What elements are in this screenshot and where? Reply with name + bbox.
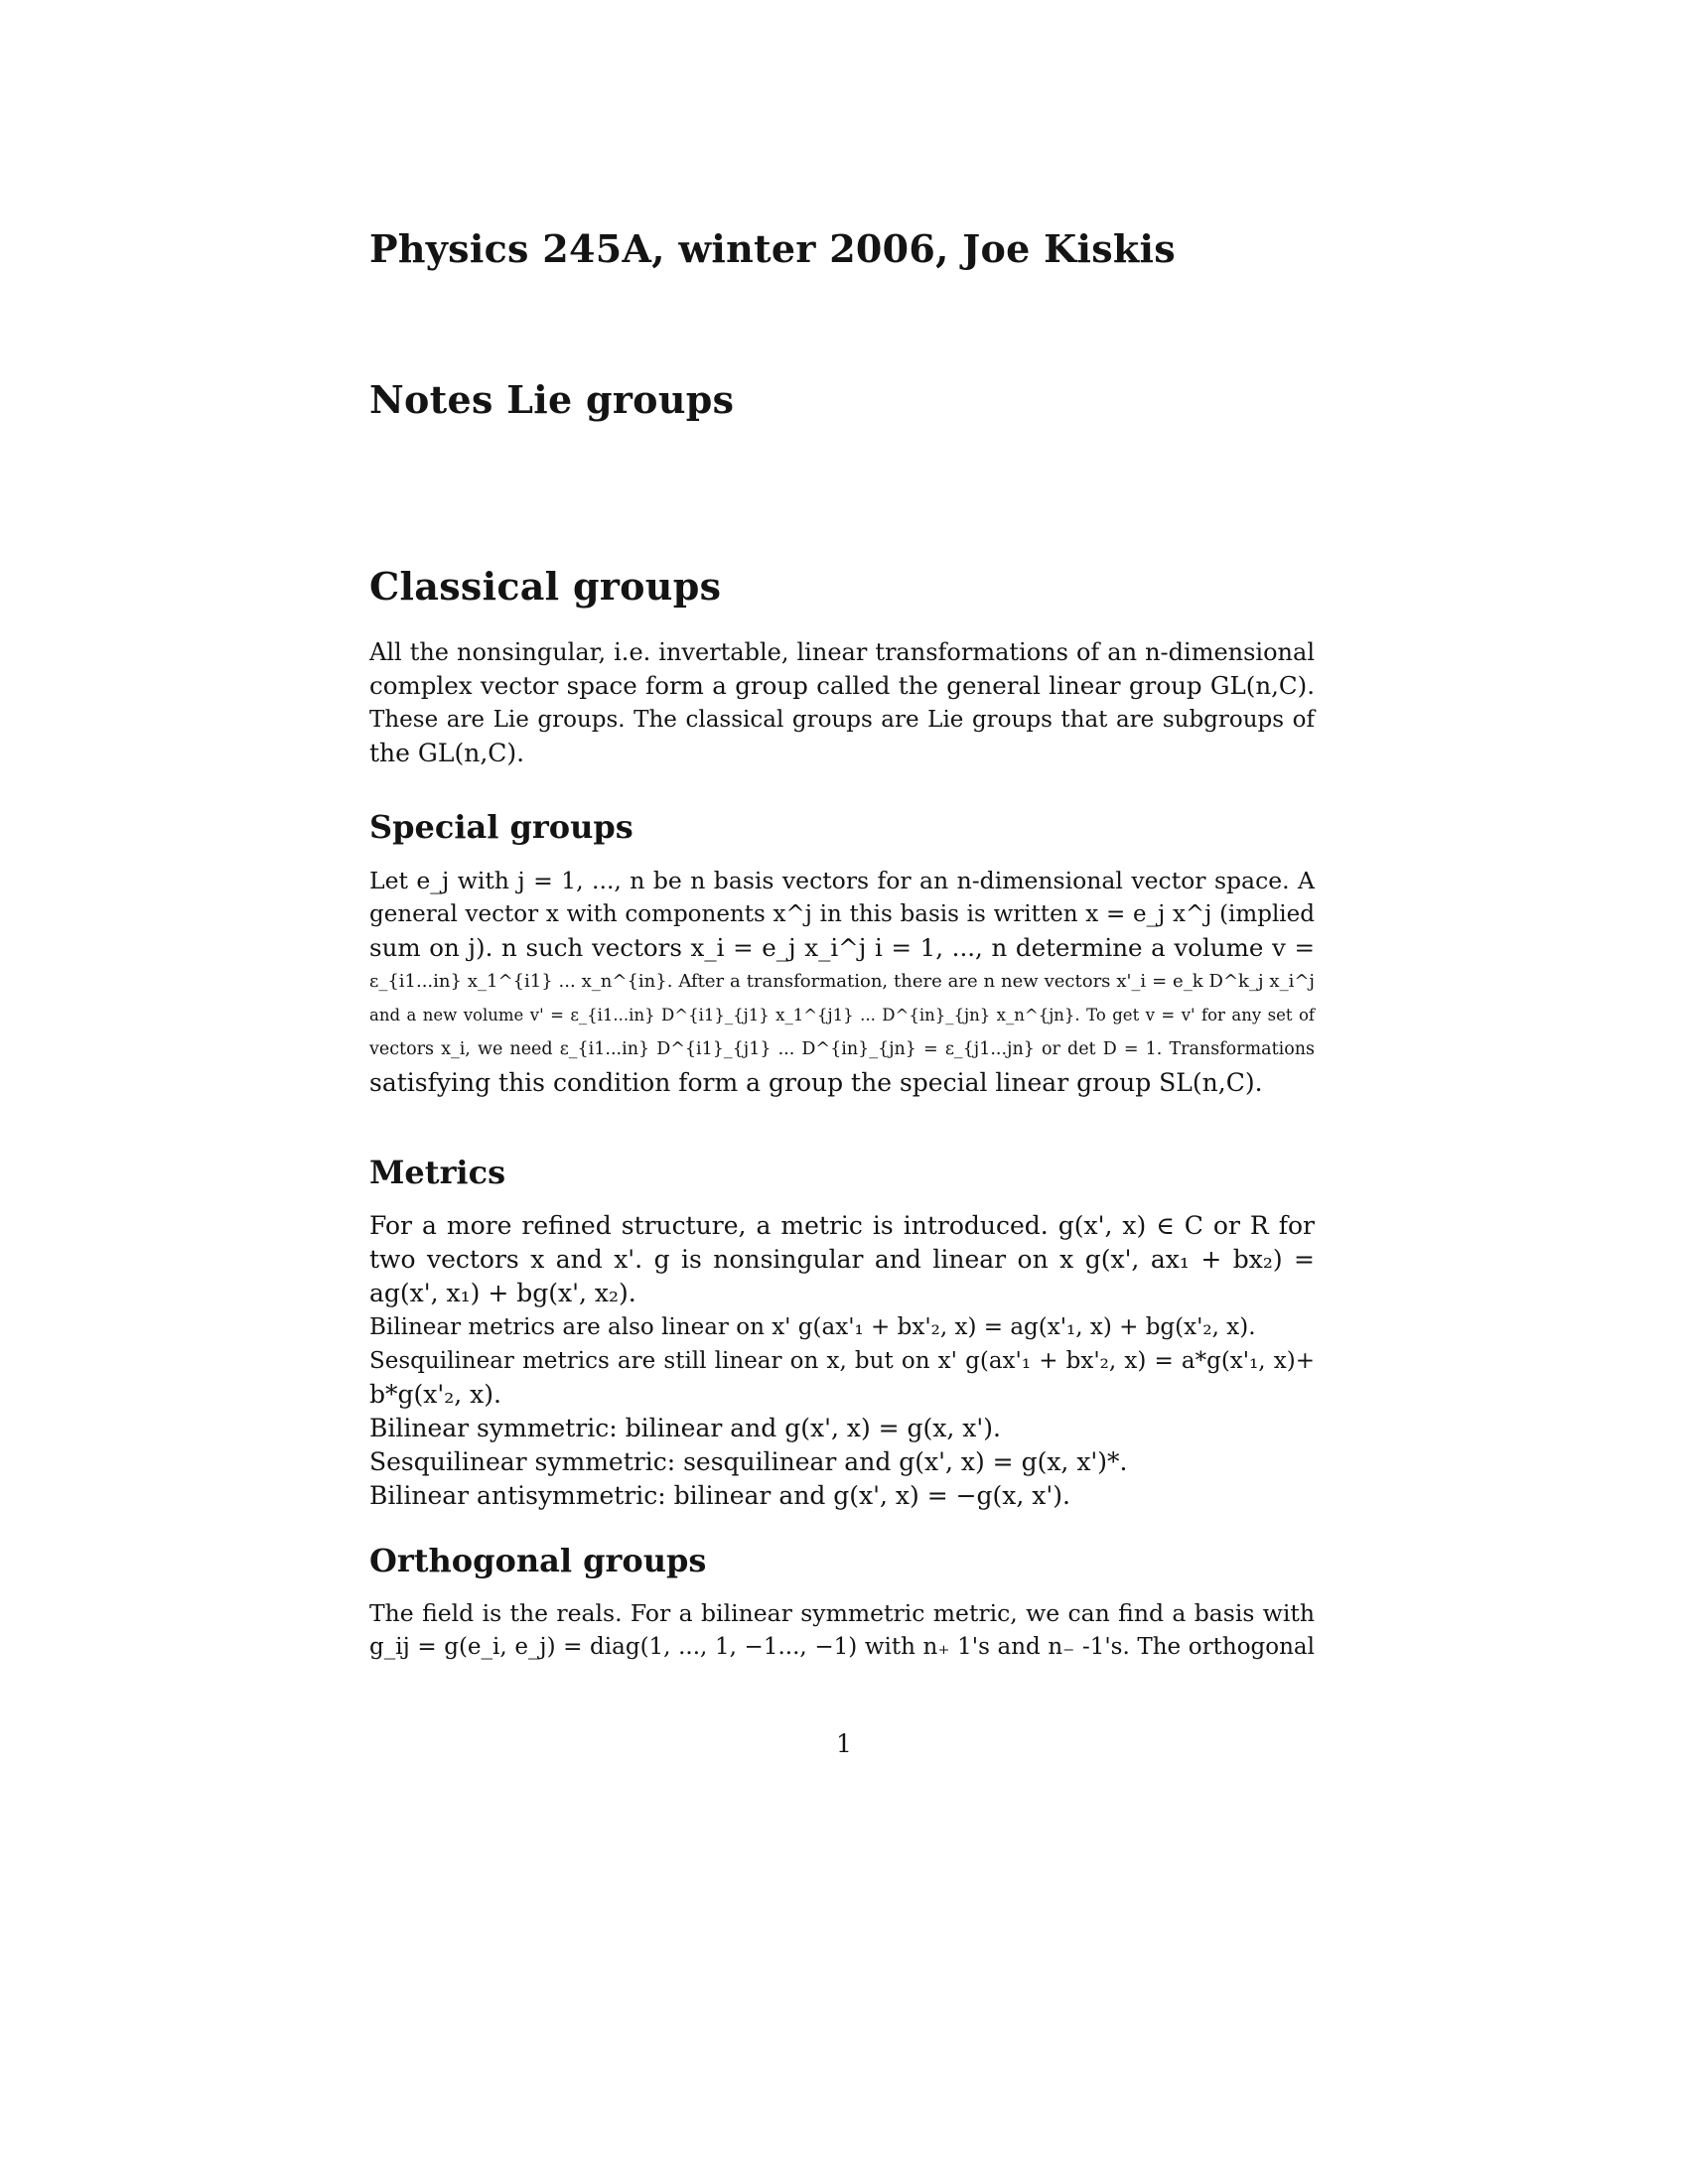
text-line: vectors x_i, we need ε_{i1...in} D^{i1}_{j1} ... D^{in}_{jn} = ε_{j1...jn} or det D = 1. Transformations: [369, 1039, 1315, 1059]
text-line: Bilinear symmetric: bilinear and g(x', x) = g(x, x').: [369, 1414, 1001, 1442]
text-line: sum on j). n such vectors x_i = e_j x_i^j i = 1, ..., n determine a volume v =: [369, 933, 1315, 962]
course-title: Physics 245A, winter 2006, Joe Kiskis: [369, 226, 1176, 271]
text-line: complex vector space form a group called the general linear group GL(n,C).: [369, 671, 1315, 700]
section-heading-orthogonal-groups: Orthogonal groups: [369, 1542, 707, 1579]
paragraph-orthogonal-groups: [369, 1596, 1315, 1664]
text-line: b*g(x'₂, x).: [369, 1380, 501, 1409]
text-line: g_ij = g(e_i, e_j) = diag(1, ..., 1, −1..., −1) with n₊ 1's and n₋ -1's. The orthogonal: [369, 1634, 1315, 1660]
page-number: 1: [836, 1729, 852, 1758]
text-line: two vectors x and x'. g is nonsingular and linear on x g(x', ax₁ + bx₂) =: [369, 1245, 1315, 1274]
text-line: ag(x', x₁) + bg(x', x₂).: [369, 1279, 636, 1307]
text-line: the GL(n,C).: [369, 739, 525, 767]
paragraph-classical-groups: [369, 635, 1315, 770]
paragraph-metrics: [369, 1209, 1315, 1513]
section-heading-metrics: Metrics: [369, 1154, 506, 1191]
text-line: and a new volume v' = ε_{i1...in} D^{i1}_{j1} x_1^{j1} ... D^{in}_{jn} x_n^{jn}. To get v = v' for any set of: [369, 1006, 1315, 1024]
notes-title: Notes Lie groups: [369, 377, 735, 422]
text-line: Bilinear metrics are also linear on x' g(ax'₁ + bx'₂, x) = ag(x'₁, x) + bg(x'₂, x).: [369, 1314, 1256, 1340]
text-line: All the nonsingular, i.e. invertable, linear transformations of an n-dimensional: [369, 638, 1315, 666]
paragraph-special-groups: [369, 864, 1315, 1100]
text-line: ε_{i1...in} x_1^{i1} ... x_n^{in}. After a transformation, there are n new vectors x'_i = e_k D^k_j x_i^j: [369, 971, 1315, 992]
section-heading-special-groups: Special groups: [369, 808, 633, 846]
section-heading-classical-groups: Classical groups: [369, 564, 722, 609]
text-line: Let e_j with j = 1, ..., n be n basis vectors for an n-dimensional vector space. A: [369, 867, 1315, 894]
text-line: The field is the reals. For a bilinear symmetric metric, we can find a basis with: [369, 1599, 1315, 1627]
text-line: For a more refined structure, a metric is introduced. g(x', x) ∈ C or R for: [369, 1211, 1315, 1240]
text-line: satisfying this condition form a group the special linear group SL(n,C).: [369, 1068, 1263, 1097]
text-line: Sesquilinear metrics are still linear on x, but on x' g(ax'₁ + bx'₂, x) = a*g(x'₁, x)+: [369, 1348, 1315, 1374]
text-line: Bilinear antisymmetric: bilinear and g(x', x) = −g(x, x').: [369, 1481, 1070, 1510]
text-line: general vector x with components x^j in this basis is written x = e_j x^j (implied: [369, 901, 1315, 927]
text-line: These are Lie groups. The classical groups are Lie groups that are subgroups of: [369, 707, 1315, 733]
text-line: Sesquilinear symmetric: sesquilinear and g(x', x) = g(x, x')*.: [369, 1447, 1128, 1476]
